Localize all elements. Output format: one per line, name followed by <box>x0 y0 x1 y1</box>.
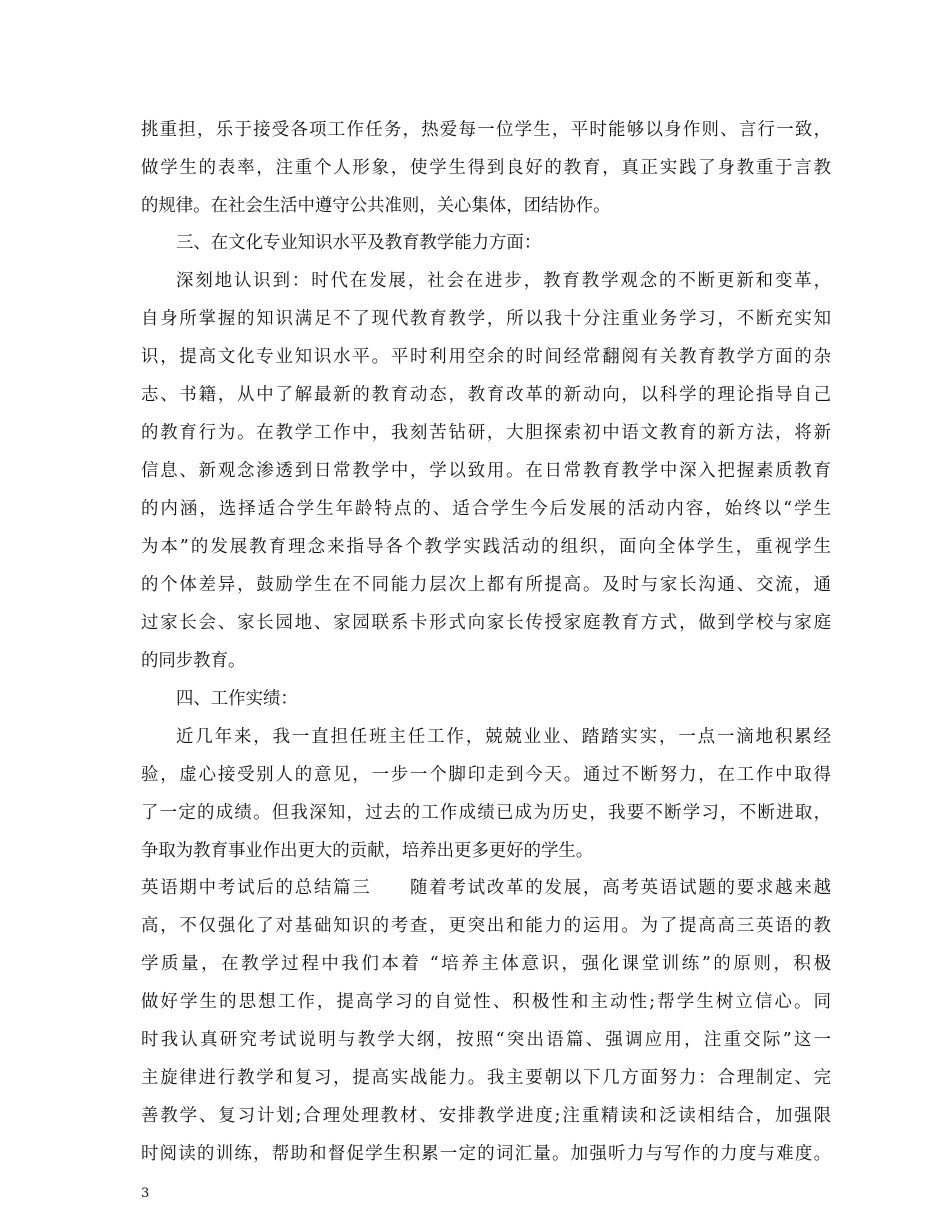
text-line: 善教学、复习计划;合理处理教材、安排教学进度;注重精读和泛读相结合，加强限 <box>141 1106 831 1126</box>
text-line: 时阅读的训练，帮助和督促学生积累一定的词汇量。加强听力与写作的力度与难度。 <box>141 1144 831 1164</box>
text-line: 自身所掌握的知识满足不了现代教育教学，所以我十分注重业务学习，不断充实知 <box>141 309 831 329</box>
text-line: 的教育行为。在教学工作中，我刻苦钻研，大胆探索初中语文教育的新方法，将新 <box>141 423 831 443</box>
text-line: 过家长会、家长园地、家园联系卡形式向家长传授家庭教育方式，做到学校与家庭 <box>141 613 831 633</box>
text-line: 争取为教育事业作出更大的贡献，培养出更多更好的学生。 <box>141 841 594 861</box>
text-line: 的规律。在社会生活中遵守公共准则，关心集体，团结协作。 <box>141 196 611 216</box>
text-line: 高，不仅强化了对基础知识的考查，更突出和能力的运用。为了提高高三英语的教 <box>141 916 831 936</box>
text-line: 为本”的发展教育理念来指导各个教学实践活动的组织，面向全体学生，重视学生 <box>141 537 831 557</box>
text-line: 近几年来，我一直担任班主任工作，兢兢业业、踏踏实实，一点一滴地积累经 <box>176 727 831 747</box>
text-line: 志、书籍，从中了解最新的教育动态，教育改革的新动向，以科学的理论指导自己 <box>141 385 831 405</box>
text-line: 验，虚心接受别人的意见，一步一个脚印走到今天。通过不断努力，在工作中取得 <box>141 765 831 785</box>
text-line: 学质量，在教学过程中我们本着 “培养主体意识，强化课堂训练”的原则，积极 <box>141 954 831 974</box>
text-line: 深刻地认识到：时代在发展，社会在进步，教育教学观念的不断更新和变革， <box>176 271 831 291</box>
text-line: 识，提高文化专业知识水平。平时利用空余的时间经常翻阅有关教育教学方面的杂 <box>141 347 831 367</box>
text-line: 主旋律进行教学和复习，提高实战能力。我主要朝以下几方面努力：合理制定、完 <box>141 1068 831 1088</box>
text-line: 了一定的成绩。但我深知，过去的工作成绩已成为历史，我要不断学习，不断进取， <box>141 803 831 823</box>
text-line: 挑重担，乐于接受各项工作任务，热爱每一位学生，平时能够以身作则、言行一致， <box>141 120 831 140</box>
section-heading: 三、在文化专业知识水平及教育教学能力方面： <box>176 233 542 253</box>
text-line: 做学生的表率，注重个人形象，使学生得到良好的教育，真正实践了身教重于言教 <box>141 158 831 178</box>
text-line: 的同步教育。 <box>141 651 246 671</box>
page-number: 3 <box>141 1186 150 1201</box>
text-line: 做好学生的思想工作，提高学习的自觉性、积极性和主动性;帮学生树立信心。同 <box>141 992 831 1012</box>
text-line: 的个体差异，鼓励学生在不同能力层次上都有所提高。及时与家长沟通、交流，通 <box>141 575 831 595</box>
text-line: 时我认真研究考试说明与教学大纲，按照“突出语篇、强调应用，注重交际”这一 <box>141 1030 831 1050</box>
text-line: 信息、新观念渗透到日常教学中，学以致用。在日常教育教学中深入把握素质教育 <box>141 461 831 481</box>
text-line: 的内涵，选择适合学生年龄特点的、适合学生今后发展的活动内容，始终以“学生 <box>141 499 831 519</box>
text-line: 英语期中考试后的总结篇三 随着考试改革的发展，高考英语试题的要求越来越 <box>141 878 831 898</box>
section-heading: 四、工作实绩： <box>176 689 298 709</box>
